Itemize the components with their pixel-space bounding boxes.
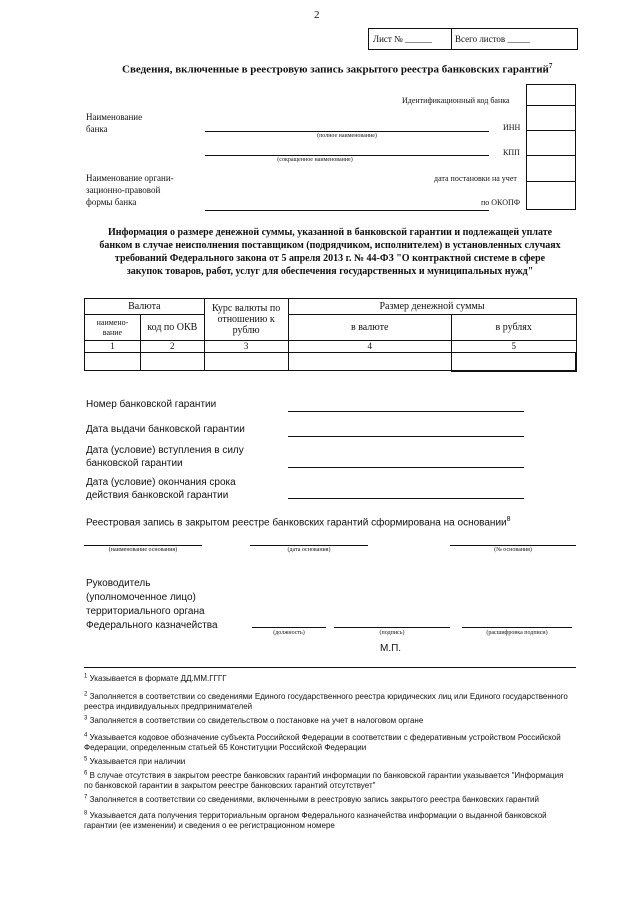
col-number: 5	[451, 341, 576, 353]
currency-name-header: наимено- вание	[85, 315, 141, 341]
full-name-caption: (полное наименование)	[317, 133, 377, 139]
legal-form-line	[205, 210, 489, 211]
issue-date-line	[288, 436, 524, 437]
document-title: Сведения, включенные в реестровую запись закрытого реестра банковских гарантий$^7$	[122, 62, 553, 76]
value-cell	[288, 353, 451, 371]
col-number: 4	[288, 341, 451, 353]
footnote: $^6$ В случае отсутствия в закрытом реестре банковских гарантий информации по банковской гарантии указывается "Информация по банковской гарантии в закрытом реестре банковских гарантий отсутствует"	[84, 770, 564, 790]
basis-name-caption: (наименование основания)	[108, 547, 178, 553]
value-cell	[85, 353, 141, 371]
basis-date-caption: (дата основания)	[287, 547, 331, 553]
expiry-date-line	[288, 498, 524, 499]
kpp-label: КПП	[503, 148, 520, 157]
bank-codes-box	[526, 84, 576, 210]
basis-number-line	[450, 545, 576, 546]
footnote: $^8$ Указывается дата получения территориальным органом Федерального казначейства информации о выданной банковской гарантии (ее изменении) и сведения о ее регистрационном номере	[84, 810, 547, 830]
id-code-label: Идентификационный код банка	[402, 96, 510, 105]
legal-form-label: Наименование органи- зационно-правовой формы банка	[86, 173, 174, 207]
inn-label: ИНН	[503, 123, 521, 132]
basis-text: Реестровая запись в закрытом реестре банковских гарантий сформирована на основании$^8$	[86, 516, 511, 529]
footnote: $^2$ Заполняется в соответствии со сведениями Единого государственного реестра юридических лиц или Единого государственного реестра индивидуальных предпринимателей	[84, 691, 568, 711]
rate-header: Курс валюты по отношению к рублю	[204, 299, 288, 341]
col-number: 2	[140, 341, 204, 353]
basis-name-line	[84, 545, 202, 546]
in-rubles-header: в рублях	[451, 315, 576, 341]
value-cell	[451, 353, 576, 371]
effective-date-label: Дата (условие) вступления в силу банковской гарантии	[86, 445, 244, 469]
okopf-label: по ОКОПФ	[481, 198, 521, 207]
footnote: $^3$ Заполняется в соответствии со свидетельством о постановке на учет в налоговом органе	[84, 715, 424, 725]
short-name-line	[205, 155, 489, 156]
col-number: 3	[204, 341, 288, 353]
reg-date-label: дата постановки на учет	[434, 174, 517, 183]
page-number: 2	[314, 9, 320, 21]
guarantee-number-label: Номер банковской гарантии	[86, 399, 217, 410]
amount-header: Размер денежной суммы	[288, 299, 576, 315]
signature-line	[334, 627, 450, 628]
currency-header: Валюта	[85, 299, 205, 315]
value-cell	[140, 353, 204, 371]
guarantee-number-line	[288, 411, 524, 412]
expiry-date-label: Дата (условие) окончания срока действия банковской гарантии	[86, 477, 236, 501]
footnote: $^7$ Заполняется в соответствии со сведениями, включенными в реестровую запись закрытого реестра банковских гарантий	[84, 794, 539, 804]
info-heading: Информация о размере денежной суммы, указанной в банковской гарантии и подлежащей уплате банком в случае неисполнения поставщиком (подрядчиком, исполнителем) в установленных случаях требований Федерального закона от 5 апреля 2013 г. № 44-ФЗ "О контрактной системе в сфере закупок товаров, работ, услуг для обеспечения государственных и муниципальных нужд"	[99, 227, 561, 277]
amount-table	[84, 298, 577, 372]
position-caption: (должность)	[273, 630, 305, 636]
seal-place: М.П.	[380, 643, 402, 654]
footnote: $^4$ Указывается кодовое обозначение субъекта Российской Федерации в соответствии с федеративным устройством Российской Федерации, определенным статьей 65 Конституции Российской Федерации	[84, 732, 561, 752]
short-name-caption: (сокращенное наименование)	[277, 157, 353, 163]
full-name-line	[205, 131, 489, 132]
footnote: $^5$ Указывается при наличии	[84, 756, 186, 766]
in-currency-header: в валюте	[288, 315, 451, 341]
decoding-caption: (расшифровка подписи)	[486, 630, 548, 636]
effective-date-line	[288, 467, 524, 468]
sheet-number-label: Лист № ______	[373, 34, 432, 44]
issue-date-label: Дата выдачи банковской гарантии	[86, 424, 245, 435]
okv-code-header: код по ОКВ	[140, 315, 204, 341]
sheet-total-label: Всего листов _____	[455, 34, 530, 44]
sheet-box	[368, 28, 578, 50]
signature-caption: (подпись)	[379, 630, 405, 636]
decoding-line	[462, 627, 572, 628]
footnote: $^1$ Указывается в формате ДД.ММ.ГГГГ	[84, 673, 227, 683]
basis-number-caption: (№ основания)	[494, 547, 532, 553]
head-label: Руководитель (уполномоченное лицо) территориального органа Федерального казначейства	[86, 578, 218, 631]
footnote-separator	[84, 667, 576, 668]
bank-name-label: Наименование банка	[86, 112, 143, 134]
position-line	[252, 627, 326, 628]
value-cell	[204, 353, 288, 371]
col-number: 1	[85, 341, 141, 353]
basis-date-line	[250, 545, 368, 546]
